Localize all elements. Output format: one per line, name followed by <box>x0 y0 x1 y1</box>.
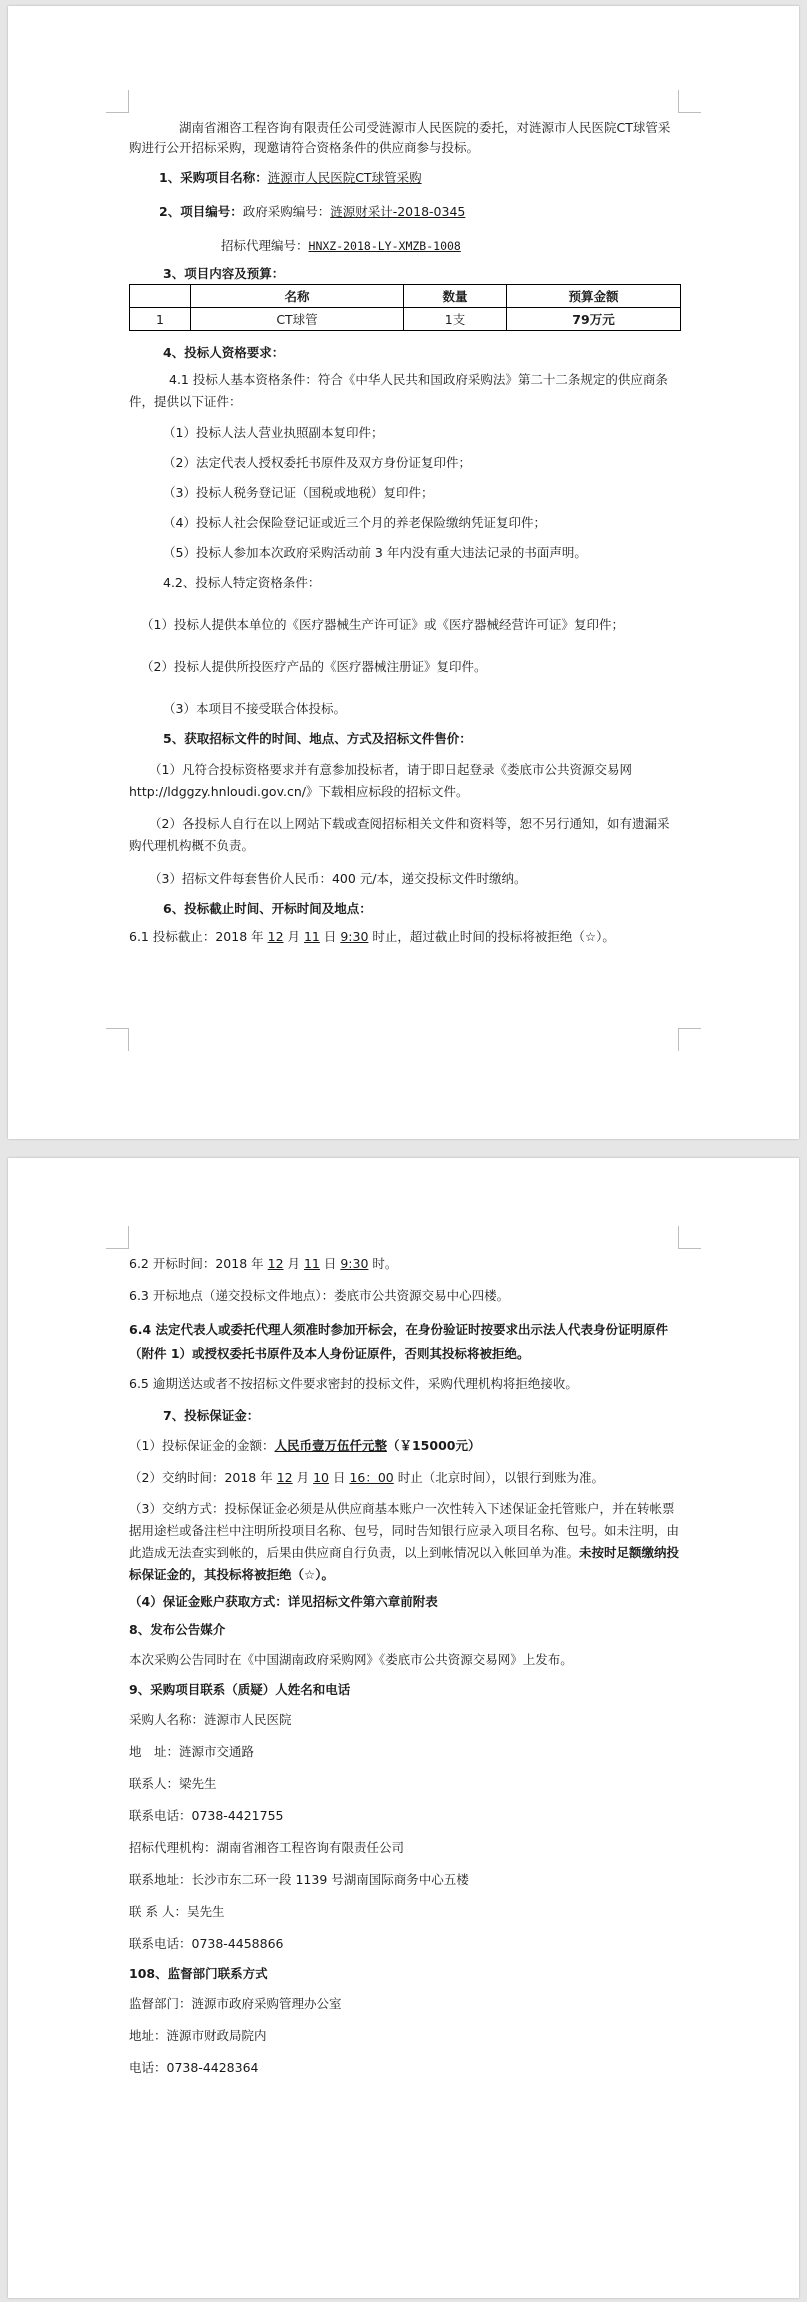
document-page-2 <box>8 1158 799 2298</box>
section-6-1: 6.1 投标截止：2018 年 12 月 11 日 9:30 时止，超过截止时间的投标将被拒绝（☆）。 <box>129 929 615 944</box>
margin-mark-bottom-left <box>106 1028 129 1051</box>
table-cell-budget: 79万元 <box>507 308 681 331</box>
list-item: （2）各投标人自行在以上网站下载或查阅招标相关文件和资料等，恕不另行通知，如有遗漏采购代理机构概不负责。 <box>129 816 670 853</box>
section-6-2: 6.2 开标时间：2018 年 12 月 11 日 9:30 时。 <box>129 1256 398 1271</box>
table-cell-no: 1 <box>130 308 191 331</box>
section-7-4: （4）保证金账户获取方式：详见招标文件第六章前附表 <box>129 1594 438 1609</box>
section-7: 7、投标保证金： <box>163 1408 260 1423</box>
list-item: （2）法定代表人授权委托书原件及双方身份证复印件； <box>163 455 471 470</box>
contact-line: 联 系 人：吴先生 <box>129 1904 225 1919</box>
section-3: 3、项目内容及预算： <box>163 266 285 281</box>
list-item: （3）投标人税务登记证（国税或地税）复印件； <box>163 485 434 500</box>
budget-table <box>129 284 681 331</box>
page-2-body <box>129 1254 681 2078</box>
list-item: （5）投标人参加本次政府采购活动前 3 年内没有重大违法记录的书面声明。 <box>163 545 587 560</box>
margin-mark-top-left <box>106 1226 129 1249</box>
document-page-1 <box>8 6 799 1139</box>
list-item: （4）投标人社会保险登记证或近三个月的养老保险缴纳凭证复印件； <box>163 515 546 530</box>
list-item: （3）招标文件每套售价人民币：400 元/本，递交投标文件时缴纳。 <box>149 871 527 886</box>
section-1: 1、采购项目名称：涟源市人民医院CT球管采购 <box>159 170 422 185</box>
section-6-4: 6.4 法定代表人或委托代理人须准时参加开标会，在身份验证时按要求出示法人代表身份证明原件（附件 1）或授权委托书原件及本人身份证原件，否则其投标将被拒绝。 <box>129 1322 668 1361</box>
table-header-row <box>130 285 681 308</box>
supervise-line: 电话：0738-4428364 <box>129 2060 259 2075</box>
table-cell-name: CT球管 <box>191 308 404 331</box>
intro-paragraph: 湖南省湘咨工程咨询有限责任公司受涟源市人民医院的委托，对涟源市人民医院CT球管采购进行公开招标采购，现邀请符合资格条件的供应商参与投标。 <box>129 120 671 155</box>
section-8-text: 本次采购公告同时在《中国湖南政府采购网》《娄底市公共资源交易网》上发布。 <box>129 1652 573 1667</box>
section-7-3: （3）交纳方式：投标保证金必须是从供应商基本账户一次性转入下述保证金托管账户，并在转帐票据用途栏或备注栏中注明所投项目名称、包号，同时告知银行应录入项目名称、包号。如未注明，由此造成无法查实到帐的，后果由供应商自行负责，以上到帐情况以入帐回单为准。未按时足额缴纳投标保证金的，其投标将被拒绝（☆）。 <box>129 1501 680 1582</box>
section-2: 2、项目编号：政府采购编号：涟源财采计-2018-0345 <box>159 204 466 219</box>
page-1-body <box>129 118 681 947</box>
section-7-1: （1）投标保证金的金额：人民币壹万伍仟元整（￥15000元） <box>129 1438 481 1453</box>
section-10: 108、监督部门联系方式 <box>129 1966 268 1981</box>
margin-mark-top-left <box>106 90 129 113</box>
contact-line: 联系人：梁先生 <box>129 1776 217 1791</box>
section-8: 8、发布公告媒介 <box>129 1622 226 1637</box>
supervise-line: 监督部门：涟源市政府采购管理办公室 <box>129 1996 342 2011</box>
margin-mark-bottom-right <box>678 1028 701 1051</box>
section-9: 9、采购项目联系（质疑）人姓名和电话 <box>129 1682 351 1697</box>
table-cell-qty: 1支 <box>404 308 507 331</box>
margin-mark-top-right <box>678 1226 701 1249</box>
section-6-3: 6.3 开标地点（递交投标文件地点）：娄底市公共资源交易中心四楼。 <box>129 1288 510 1303</box>
section-4-2: 4.2、投标人特定资格条件： <box>163 575 321 590</box>
table-header: 名称 <box>191 285 404 308</box>
contact-line: 联系电话：0738-4458866 <box>129 1936 284 1951</box>
section-4: 4、投标人资格要求： <box>163 345 285 360</box>
contact-line: 联系地址：长沙市东二环一段 1139 号湖南国际商务中心五楼 <box>129 1872 469 1887</box>
list-item: （3）本项目不接受联合体投标。 <box>163 701 346 716</box>
agency-code: 招标代理编号：HNXZ-2018-LY-XMZB-1008 <box>221 238 461 253</box>
list-item: （1）投标人提供本单位的《医疗器械生产许可证》或《医疗器械经营许可证》复印件； <box>141 617 624 632</box>
contact-line: 联系电话：0738-4421755 <box>129 1808 284 1823</box>
list-item: （1）投标人法人营业执照副本复印件； <box>163 425 384 440</box>
margin-mark-top-right <box>678 90 701 113</box>
section-4-1: 4.1 投标人基本资格条件：符合《中华人民共和国政府采购法》第二十二条规定的供应商条件，提供以下证件： <box>129 372 668 409</box>
contact-line: 地 址：涟源市交通路 <box>129 1744 255 1759</box>
contact-line: 招标代理机构：湖南省湘咨工程咨询有限责任公司 <box>129 1840 405 1855</box>
list-item: （1）凡符合投标资格要求并有意参加投标者，请于即日起登录《娄底市公共资源交易网 http://ldggzy.hnloudi.gov.cn/》下载相应标段的招标文件。 <box>129 762 632 799</box>
table-header: 数量 <box>404 285 507 308</box>
table-row <box>130 308 681 331</box>
section-5: 5、获取招标文件的时间、地点、方式及招标文件售价： <box>163 731 472 746</box>
section-7-2: （2）交纳时间：2018 年 12 月 10 日 16：00 时止（北京时间），以银行到账为准。 <box>129 1470 604 1485</box>
section-6: 6、投标截止时间、开标时间及地点： <box>163 901 372 916</box>
section-6-5: 6.5 逾期送达或者不按招标文件要求密封的投标文件，采购代理机构将拒绝接收。 <box>129 1376 578 1391</box>
supervise-line: 地址：涟源市财政局院内 <box>129 2028 267 2043</box>
table-header: 预算金额 <box>507 285 681 308</box>
contact-line: 采购人名称：涟源市人民医院 <box>129 1712 292 1727</box>
list-item: （2）投标人提供所投医疗产品的《医疗器械注册证》复印件。 <box>141 659 487 674</box>
